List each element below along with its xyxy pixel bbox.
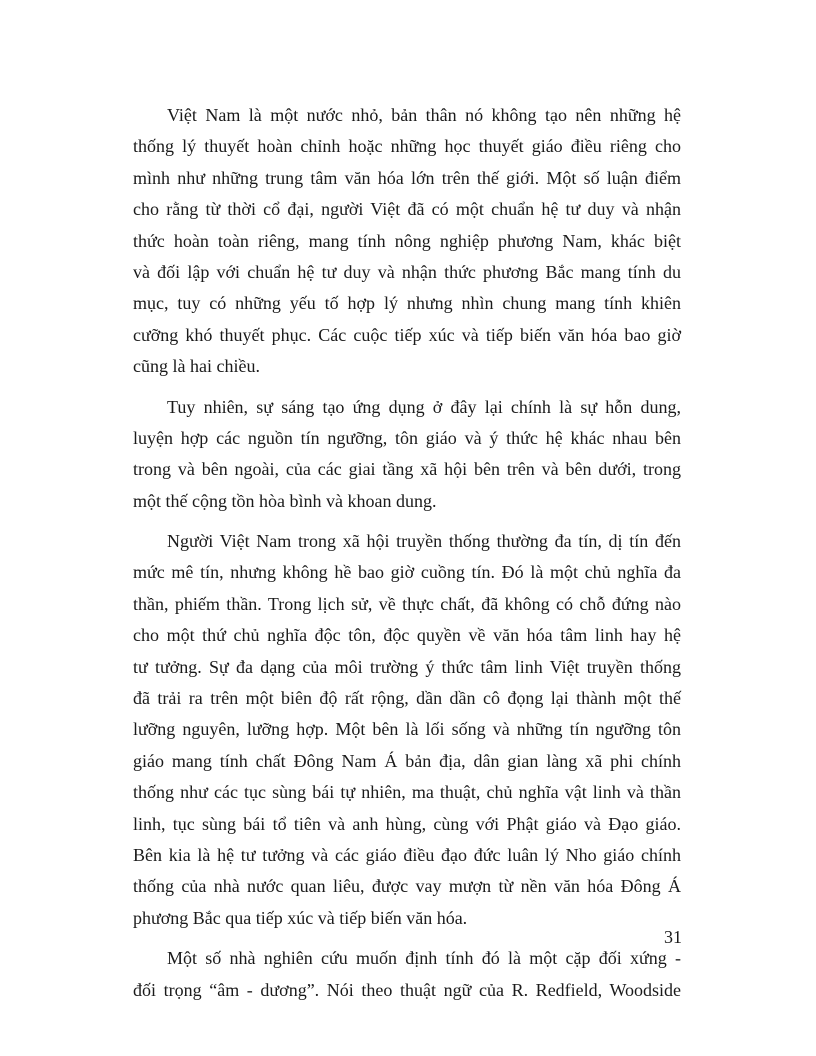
text-line: Bên kia là hệ tư tưởng và các giáo điều đạo đức luân lý Nho giáo chính — [133, 844, 681, 865]
text-line: mức mê tín, nhưng không hề bao giờ cuồng tín. Đó là một chủ nghĩa đa — [133, 562, 681, 583]
text-line: đối trọng “âm - dương”. Nói theo thuật ngữ của R. Redfield, Woodside — [133, 979, 681, 1000]
text-line: luyện hợp các nguồn tín ngưỡng, tôn giáo và ý thức hệ khác nhau bên — [133, 427, 681, 448]
text-line: thống như các tục sùng bái tự nhiên, ma thuật, chủ nghĩa vật linh và thần — [133, 782, 681, 803]
page-number: 31 — [664, 927, 682, 947]
text-line: mình như những trung tâm văn hóa lớn trên thế giới. Một số luận điểm — [133, 167, 681, 188]
text-line: phương Bắc qua tiếp xúc và tiếp biến văn hóa. — [133, 907, 468, 928]
text-line: mục, tuy có những yếu tố hợp lý nhưng nhìn chung mang tính khiên — [133, 293, 681, 314]
text-line: Tuy nhiên, sự sáng tạo ứng dụng ở đây lại chính là sự hỗn dung, — [167, 396, 681, 417]
text-line: lưỡng nguyên, lưỡng hợp. Một bên là lối sống và những tín ngưỡng tôn — [133, 719, 681, 740]
text-line: Một số nhà nghiên cứu muốn định tính đó là một cặp đối xứng - — [167, 948, 681, 969]
text-line: linh, tục sùng bái tổ tiên và anh hùng, cùng với Phật giáo và Đạo giáo. — [133, 813, 681, 834]
text-line: đã trải ra trên một biên độ rất rộng, dần dần cô đọng lại thành một thế — [133, 688, 681, 709]
text-line: thống lý thuyết hoàn chỉnh hoặc những học thuyết giáo điều riêng cho — [133, 136, 681, 157]
text-line: giáo mang tính chất Đông Nam Á bản địa, dân gian làng xã phi chính — [133, 750, 681, 771]
body-text — [133, 100, 681, 1006]
paragraph-spacer — [133, 934, 681, 943]
paragraph — [133, 100, 681, 383]
paragraph — [133, 943, 681, 1006]
text-line: thần, phiếm thần. Trong lịch sử, về thực chất, đã không có chỗ đứng nào — [133, 593, 681, 614]
text-line: cưỡng khó thuyết phục. Các cuộc tiếp xúc và tiếp biến văn hóa bao giờ — [133, 324, 681, 345]
text-line: Người Việt Nam trong xã hội truyền thống thường đa tín, dị tín đến — [167, 531, 681, 552]
text-line: cho rằng từ thời cổ đại, người Việt đã có một chuẩn hệ tư duy và nhận — [133, 199, 681, 220]
text-line: trong và bên ngoài, của các giai tầng xã hội bên trên và bên dưới, trong — [133, 459, 681, 480]
text-line: cho một thứ chủ nghĩa độc tôn, độc quyền về văn hóa tâm linh hay hệ — [133, 625, 681, 646]
text-line: và đối lập với chuẩn hệ tư duy và nhận thức phương Bắc mang tính du — [133, 261, 681, 282]
text-line: cũng là hai chiều. — [133, 356, 260, 377]
paragraph-spacer — [133, 517, 681, 526]
text-line: tư tưởng. Sự đa dạng của môi trường ý thức tâm linh Việt truyền thống — [133, 656, 681, 677]
paragraph — [133, 392, 681, 518]
text-line: một thế cộng tồn hòa bình và khoan dung. — [133, 490, 437, 511]
text-line: thống của nhà nước quan liêu, được vay mượn từ nền văn hóa Đông Á — [133, 876, 681, 897]
text-line: thức hoàn toàn riêng, mang tính nông nghiệp phương Nam, khác biệt — [133, 230, 681, 251]
paragraph-spacer — [133, 383, 681, 392]
text-line: Việt Nam là một nước nhỏ, bản thân nó không tạo nên những hệ — [167, 105, 681, 125]
paragraph — [133, 526, 681, 934]
